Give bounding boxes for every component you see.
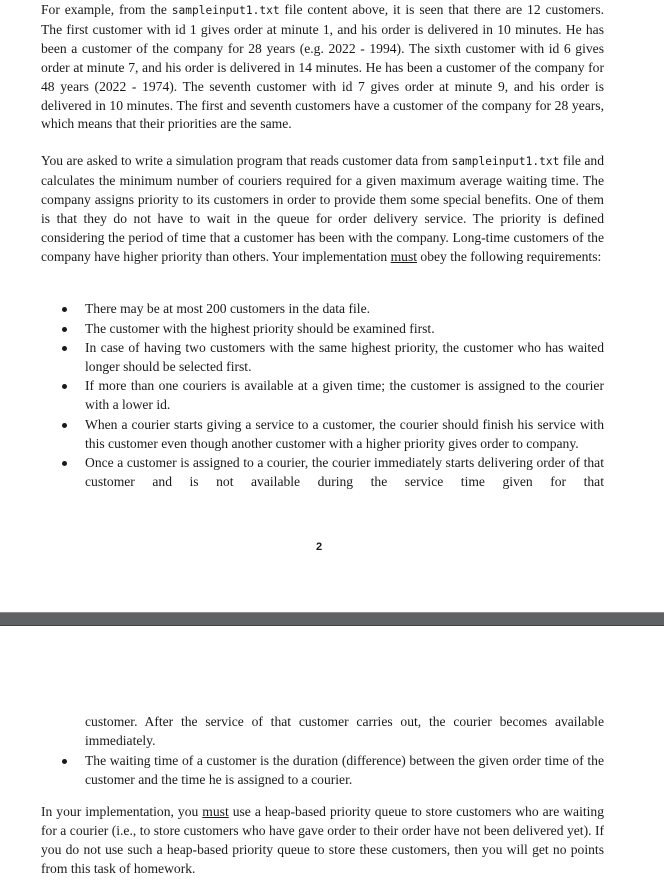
list-item: When a courier starts giving a service to a customer, the courier should finish his service with this customer even though another customer with a higher priority gives order to company. (40, 416, 604, 454)
document-page-3 (0, 626, 664, 882)
bullet-icon (62, 346, 67, 351)
page-separator (0, 612, 664, 626)
paragraph-example: For example, from the sampleinput1.txt file content above, it is seen that there are 12 customers. The first customer with id 1 gives order at minute 1, and his order is delivered in 10 minutes. He has been a customer of the company for 28 years (e.g. 2022 - 1994). The sixth customer with id 6 gives order at minute 7, and his order is delivered in 14 minutes. He has been a customer of the company for 48 years (2022 - 1974). The seventh customer with id 7 gives order at minute 9, and his order is delivered in 10 minutes. The first and seventh customers have a customer of the company for 28 years, which means that their priorities are the same. (41, 2, 605, 132)
list-item: If more than one couriers is available at a given time; the customer is assigned to the courier with a lower id. (40, 377, 604, 415)
bullet-icon (62, 307, 67, 312)
page-number: 2 (316, 541, 323, 553)
list-item: Once a customer is assigned to a courier, the courier immediately starts delivering order of that customer and is not available during the service time given for that (40, 454, 604, 492)
list-item: The waiting time of a customer is the duration (difference) between the given order time of the customer and the time he is assigned to a courier. (40, 752, 604, 790)
requirements-list-continued (40, 752, 604, 790)
bullet-icon (62, 423, 67, 428)
bullet-icon (62, 384, 67, 389)
list-item: In case of having two customers with the same highest priority, the customer who has waited longer should be selected first. (40, 339, 604, 377)
list-item-continuation: customer. After the service of that customer carries out, the courier becomes available immediately. (85, 714, 604, 748)
requirements-list (40, 300, 604, 493)
emphasis-must: must (202, 804, 229, 819)
paragraph-heap-requirement: In your implementation, you must use a heap-based priority queue to store customers who are waiting for a courier (i.e., to store customers who have gave order to their order have not been delivered yet). If you do not use such a heap-based priority queue to store these customers, then you will get no points from this task of homework. (41, 804, 604, 876)
bullet-icon (62, 327, 67, 332)
paragraph-task: You are asked to write a simulation program that reads customer data from sampleinput1.txt file and calculates the minimum number of couriers required for a given maximum average waiting time. The company assigns priority to its customers in order to provide them some special benefits. One of them is that they do not have to wait in the queue for order delivery service. The priority is defined considering the period of time that a customer has been with the company. Long-time customers of the company have higher priority than others. Your implementation must obey the following requirements: (41, 153, 604, 264)
emphasis-must: must (390, 248, 418, 264)
list-item: The customer with the highest priority should be examined first. (40, 320, 604, 339)
filename-code: sampleinput1.txt (451, 155, 560, 168)
bullet-icon (62, 461, 67, 466)
bullet-icon (62, 759, 67, 764)
filename-code: sampleinput1.txt (171, 4, 280, 17)
list-item: There may be at most 200 customers in the data file. (40, 300, 604, 319)
